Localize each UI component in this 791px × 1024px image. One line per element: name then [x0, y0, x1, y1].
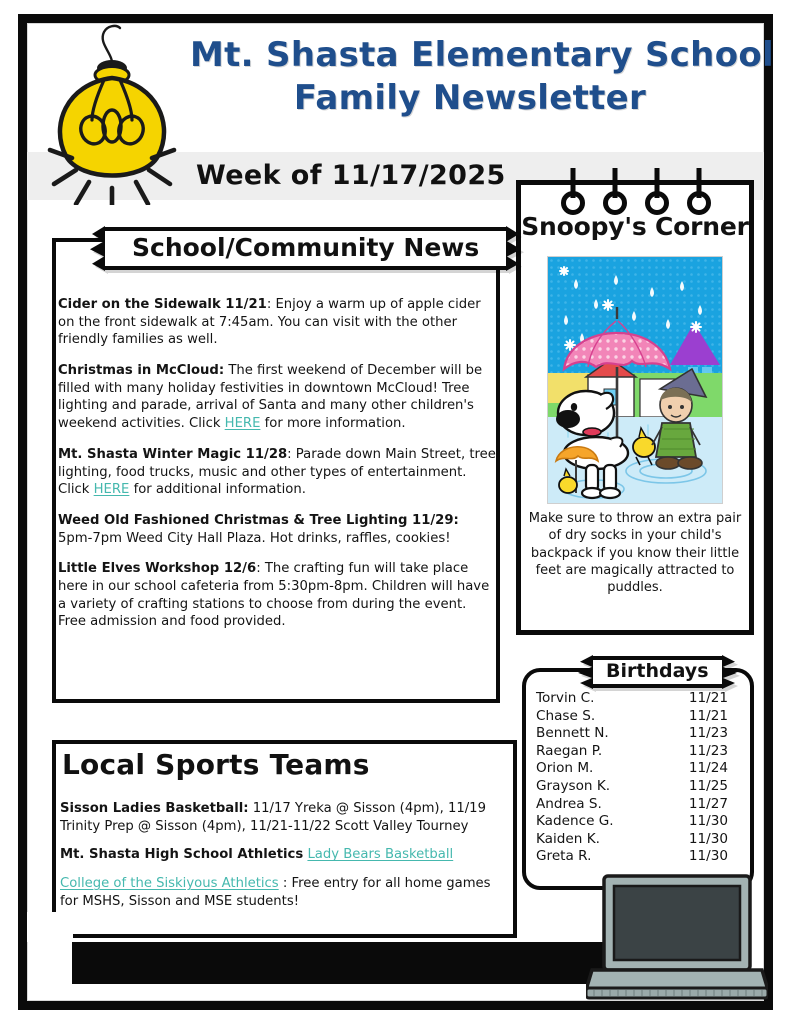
news-item-title: Mt. Shasta Winter Magic 11/28	[58, 446, 288, 462]
birthday-date: 11/21	[688, 707, 728, 724]
birthday-name: Bennett N.	[536, 725, 609, 742]
news-body	[58, 296, 496, 631]
birthday-date: 11/25	[688, 777, 728, 794]
sports-item-link[interactable]: College of the Siskiyous Athletics	[60, 876, 279, 892]
sports-item-text: 11/17 Yreka @ Sisson (4pm), 11/19 Trinity Prep @ Sisson (4pm), 11/21-11/22 Scott Valley Tourney	[60, 801, 486, 834]
ribbon-zigzag-left-icon	[576, 655, 593, 689]
news-item	[58, 560, 496, 631]
birthday-row	[536, 690, 744, 708]
news-item-text: : Parade down Main Street, tree lighting, food trucks, music and other types of entertainment. Click	[58, 446, 496, 498]
birthday-name: Kadence G.	[536, 813, 614, 830]
laptop-icon	[586, 872, 768, 1000]
news-item	[58, 446, 496, 499]
birthday-name: Raegan P.	[536, 742, 603, 759]
news-item-text: 5pm-7pm Weed City Hall Plaza. Hot drinks, raffles, cookies!	[58, 530, 451, 546]
laptop-illustration	[586, 872, 768, 1000]
notepad-rings	[516, 166, 754, 216]
birthday-date: 11/23	[688, 725, 728, 742]
news-item-title: Little Elves Workshop 12/6	[58, 561, 257, 577]
birthday-name: Grayson K.	[536, 777, 611, 794]
news-item-text: : Enjoy a warm up of apple cider on the front sidewalk at 7:45am. You can visit with the other friendly families as well.	[58, 297, 481, 348]
birthday-row	[536, 813, 744, 831]
birthday-name: Torvin C.	[536, 690, 595, 706]
spiral-rings-icon	[516, 166, 754, 216]
sports-section-title: Local Sports Teams	[62, 748, 370, 781]
lightbulb-icon	[28, 20, 198, 205]
news-item	[58, 512, 496, 547]
title-line-2: Family Newsletter	[293, 77, 647, 118]
birthday-row	[536, 796, 744, 814]
sports-item-title: Sisson Ladies Basketball:	[60, 801, 249, 816]
news-item-text-after: for additional information.	[129, 482, 306, 498]
snoopy-section-title: Snoopy's Corner	[521, 212, 749, 241]
news-item-link[interactable]: HERE	[93, 482, 130, 498]
news-item-text-after: for more information.	[260, 416, 406, 432]
birthdays-list	[536, 690, 744, 866]
news-banner-ribbon	[104, 227, 507, 270]
birthdays-banner-ribbon	[592, 656, 723, 688]
sports-item-title: Mt. Shasta High School Athletics	[60, 847, 304, 863]
birthday-row	[536, 760, 744, 778]
news-item-title: Christmas in McCloud:	[58, 363, 225, 379]
week-of-label: Week of 11/17/2025	[196, 160, 506, 191]
birthday-date: 11/30	[688, 813, 728, 830]
snoopy-rain-illustration	[547, 256, 723, 504]
bottom-left-notch	[27, 912, 73, 942]
birthday-row	[536, 743, 744, 761]
snoopy-caption: Make sure to throw an extra pair of dry socks in your child's backpack if you know their little feet are magically attracted to puddles.	[528, 511, 742, 596]
birthday-row	[536, 778, 744, 796]
news-item-link[interactable]: HERE	[224, 416, 261, 432]
ribbon-zigzag-right-icon	[722, 655, 739, 689]
birthday-row	[536, 725, 744, 743]
news-item-text: The first weekend of December will be filled with many holiday festivities in downtown McCloud! Tree lighting and parade, arrival of Santa and many other children's weekend activities. Click	[58, 363, 483, 432]
news-banner-label: School/Community News	[132, 233, 480, 262]
birthdays-banner	[592, 656, 723, 688]
news-item-text: : The crafting fun will take place here in our school cafeteria from 5:30pm-8pm. Children will have a variety of crafting stations to choose from during the event. Free admission and food provided.	[58, 561, 490, 630]
title-line-1: Mt. Shasta Elementary School	[190, 35, 774, 75]
birthday-date: 11/21	[688, 690, 728, 706]
ribbon-zigzag-left-icon	[88, 226, 105, 271]
sports-item-link[interactable]: Lady Bears Basketball	[307, 847, 454, 863]
page-title	[190, 34, 774, 119]
birthday-date: 11/27	[688, 795, 728, 812]
birthday-row	[536, 708, 744, 726]
birthday-date: 11/30	[688, 848, 728, 865]
birthday-row	[536, 831, 744, 849]
birthday-date: 11/23	[688, 742, 728, 759]
lightbulb-illustration	[28, 20, 198, 205]
news-item-title: Weed Old Fashioned Christmas & Tree Lighting 11/29:	[58, 512, 459, 528]
birthdays-banner-label: Birthdays	[606, 660, 709, 682]
sports-item-text-after: : Free entry for all home games for MSHS, Sisson and MSE students!	[60, 876, 491, 909]
birthday-name: Andrea S.	[536, 795, 602, 812]
news-item-title: Cider on the Sidewalk 11/21	[58, 297, 267, 312]
news-banner	[104, 227, 507, 270]
sports-item	[60, 846, 512, 864]
birthday-name: Orion M.	[536, 760, 594, 777]
birthday-name: Kaiden K.	[536, 830, 600, 847]
birthday-date: 11/30	[688, 830, 728, 847]
news-item	[58, 362, 496, 433]
birthday-name: Chase S.	[536, 707, 596, 724]
news-item	[58, 296, 496, 349]
birthday-row	[536, 848, 744, 866]
snoopy-umbrella-rain-icon	[548, 257, 723, 504]
birthday-name: Greta R.	[536, 848, 592, 865]
sports-body	[60, 800, 512, 910]
sports-item	[60, 800, 512, 835]
birthday-date: 11/24	[688, 760, 728, 777]
sports-item	[60, 875, 512, 910]
